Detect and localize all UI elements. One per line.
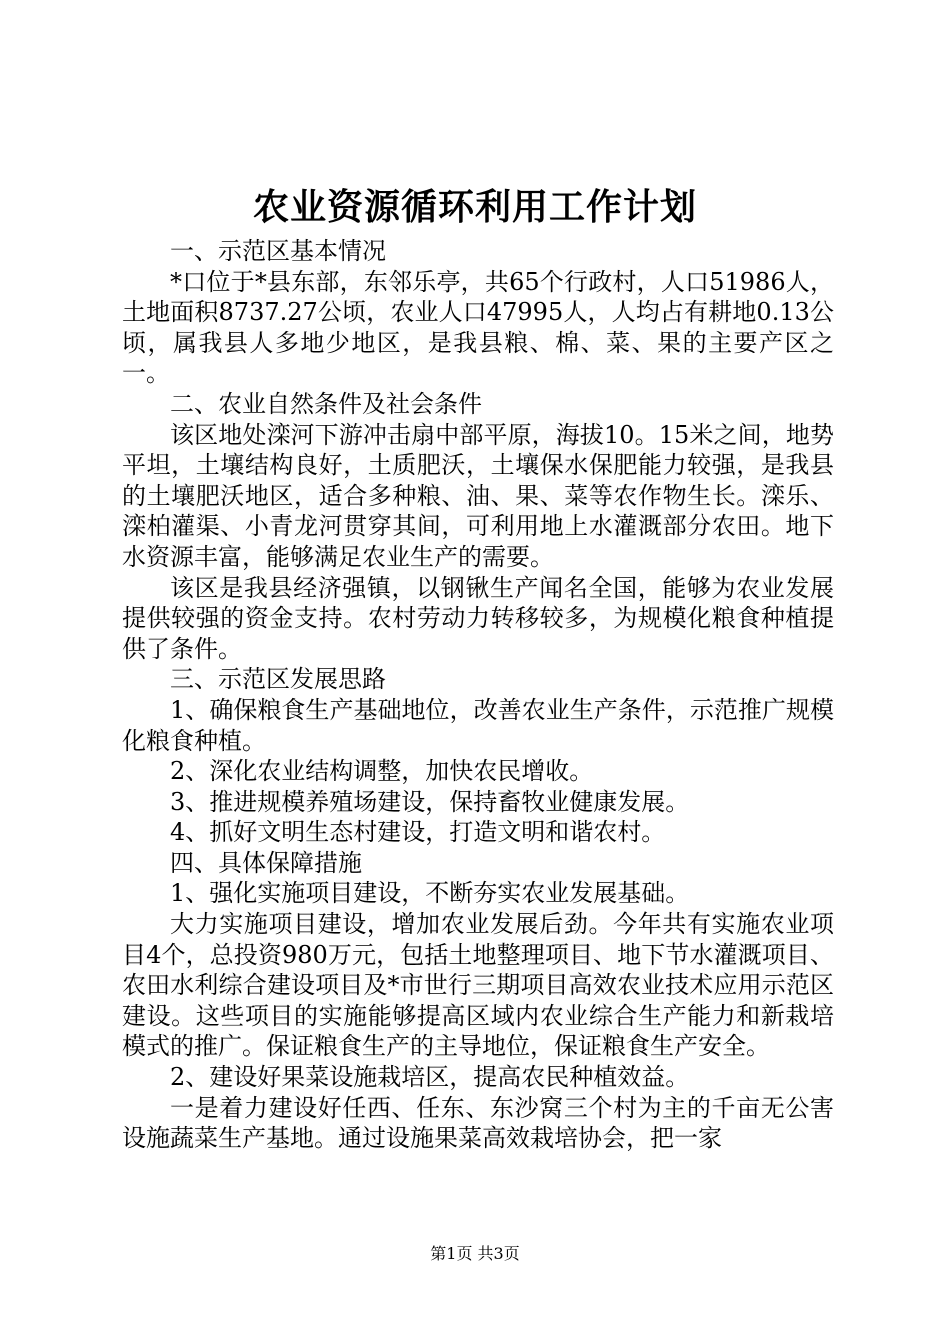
paragraph: 该区是我县经济强镇，以钢锹生产闻名全国，能够为农业发展提供较强的资金支持。农村劳动力转移较多，为规模化粮食种植提供了条件。 bbox=[122, 573, 834, 663]
document-body bbox=[122, 236, 834, 1154]
list-item: 1、确保粮食生产基础地位，改善农业生产条件，示范推广规模化粮食种植。 bbox=[122, 695, 834, 755]
list-item: 4、抓好文明生态村建设，打造文明和谐农村。 bbox=[170, 818, 666, 847]
list-item: 2、建设好果菜设施栽培区，提高农民种植效益。 bbox=[170, 1063, 690, 1092]
list-item: 1、强化实施项目建设，不断夯实农业发展基础。 bbox=[170, 879, 690, 908]
section-heading-2: 二、农业自然条件及社会条件 bbox=[170, 389, 482, 418]
section-heading-1: 一、示范区基本情况 bbox=[170, 237, 386, 265]
paragraph: 该区地处滦河下游冲击扇中部平原，海拔10。15米之间，地势平坦，土壤结构良好，土质肥沃，土壤保水保肥能力较强，是我县的土壤肥沃地区，适合多种粮、油、果、菜等农作物生长。滦乐、滦柏灌渠、小青龙河贯穿其间，可利用地上水灌溉部分农田。地下水资源丰富，能够满足农业生产的需要。 bbox=[122, 420, 834, 571]
section-heading-4: 四、具体保障措施 bbox=[170, 848, 362, 877]
paragraph: 大力实施项目建设，增加农业发展后劲。今年共有实施农业项目4个，总投资980万元，包括土地整理项目、地下节水灌溉项目、农田水利综合建设项目及*市世行三期项目高效农业技术应用示范区建设。这些项目的实施能够提高区域内农业综合生产能力和新栽培模式的推广。保证粮食生产的主导地位，保证粮食生产安全。 bbox=[122, 910, 834, 1061]
list-item: 3、推进规模养殖场建设，保持畜牧业健康发展。 bbox=[170, 787, 690, 816]
paragraph: *口位于*县东部，东邻乐亭，共65个行政村，人口51986人，土地面积8737.27公顷，农业人口47995人，人均占有耕地0.13公顷，属我县人多地少地区，是我县粮、棉、菜、果的主要产区之一。 bbox=[122, 267, 834, 388]
paragraph: 一是着力建设好任西、任东、东沙窝三个村为主的千亩无公害设施蔬菜生产基地。通过设施果菜高效栽培协会，把一家 bbox=[122, 1093, 834, 1153]
section-heading-3: 三、示范区发展思路 bbox=[170, 665, 386, 694]
list-item: 2、深化农业结构调整，加快农民增收。 bbox=[170, 757, 594, 786]
page-footer: 第1页 共3页 bbox=[430, 1244, 520, 1263]
document-title: 农业资源循环利用工作计划 bbox=[252, 186, 697, 228]
